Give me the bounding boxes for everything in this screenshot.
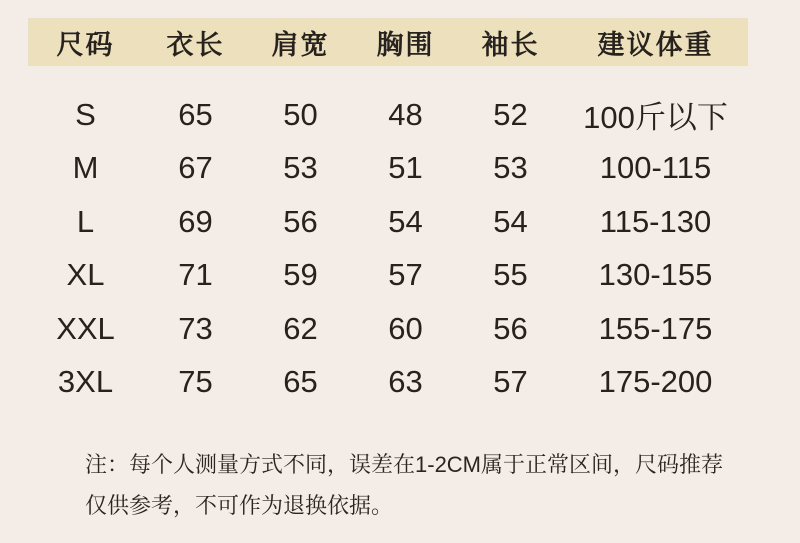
column-header-length: 衣长 bbox=[166, 29, 225, 60]
weight-cell: 115-130 bbox=[599, 203, 712, 239]
length-cell: 73 bbox=[178, 310, 213, 346]
sleeve-cell: 53 bbox=[493, 150, 528, 186]
table-row-m bbox=[28, 142, 748, 196]
shoulder-cell: 59 bbox=[283, 257, 318, 293]
size-cell: M bbox=[72, 150, 99, 186]
weight-cell: 100斤以下 bbox=[583, 100, 728, 136]
size-cell: L bbox=[76, 203, 95, 239]
sleeve-cell: 57 bbox=[493, 364, 528, 400]
column-header-weight: 建议体重 bbox=[597, 29, 714, 60]
length-cell: 75 bbox=[178, 364, 213, 400]
size-cell: 3XL bbox=[57, 364, 114, 400]
column-header-sleeve: 袖长 bbox=[481, 29, 540, 60]
column-header-chest: 胸围 bbox=[376, 29, 435, 60]
table-row-xxl bbox=[28, 302, 748, 356]
length-cell: 71 bbox=[178, 257, 213, 293]
sleeve-cell: 52 bbox=[493, 96, 528, 132]
chest-cell: 48 bbox=[388, 96, 423, 132]
shoulder-cell: 56 bbox=[283, 203, 318, 239]
size-table bbox=[28, 18, 748, 409]
table-row-s bbox=[28, 88, 748, 142]
table-header-row bbox=[28, 18, 748, 66]
measurement-note bbox=[85, 444, 765, 526]
length-cell: 69 bbox=[178, 203, 213, 239]
table-row-3xl bbox=[28, 356, 748, 410]
weight-cell: 175-200 bbox=[598, 364, 713, 400]
column-header-size: 尺码 bbox=[56, 29, 115, 60]
shoulder-cell: 53 bbox=[283, 150, 318, 186]
sleeve-cell: 55 bbox=[493, 257, 528, 293]
chest-cell: 54 bbox=[388, 203, 423, 239]
size-cell: XXL bbox=[56, 310, 115, 346]
size-cell: XL bbox=[66, 257, 105, 293]
sleeve-cell: 56 bbox=[493, 310, 528, 346]
length-cell: 67 bbox=[178, 150, 213, 186]
length-cell: 65 bbox=[178, 96, 213, 132]
weight-cell: 155-175 bbox=[598, 310, 713, 346]
sleeve-cell: 54 bbox=[493, 203, 528, 239]
column-header-shoulder: 肩宽 bbox=[271, 29, 330, 60]
weight-cell: 100-115 bbox=[599, 150, 712, 186]
note-line-2: 仅供参考，不可作为退换依据。 bbox=[85, 493, 394, 518]
table-row-xl bbox=[28, 249, 748, 303]
chest-cell: 63 bbox=[388, 364, 423, 400]
shoulder-cell: 65 bbox=[283, 364, 318, 400]
shoulder-cell: 62 bbox=[283, 310, 318, 346]
size-cell: S bbox=[75, 96, 96, 132]
note-line-1: 注：每个人测量方式不同，误差在1-2CM属于正常区间，尺码推荐 bbox=[85, 452, 724, 477]
table-body bbox=[28, 88, 748, 409]
chest-cell: 60 bbox=[388, 310, 423, 346]
chest-cell: 51 bbox=[388, 150, 423, 186]
shoulder-cell: 50 bbox=[283, 96, 318, 132]
weight-cell: 130-155 bbox=[598, 257, 713, 293]
chest-cell: 57 bbox=[388, 257, 423, 293]
table-row-l bbox=[28, 195, 748, 249]
